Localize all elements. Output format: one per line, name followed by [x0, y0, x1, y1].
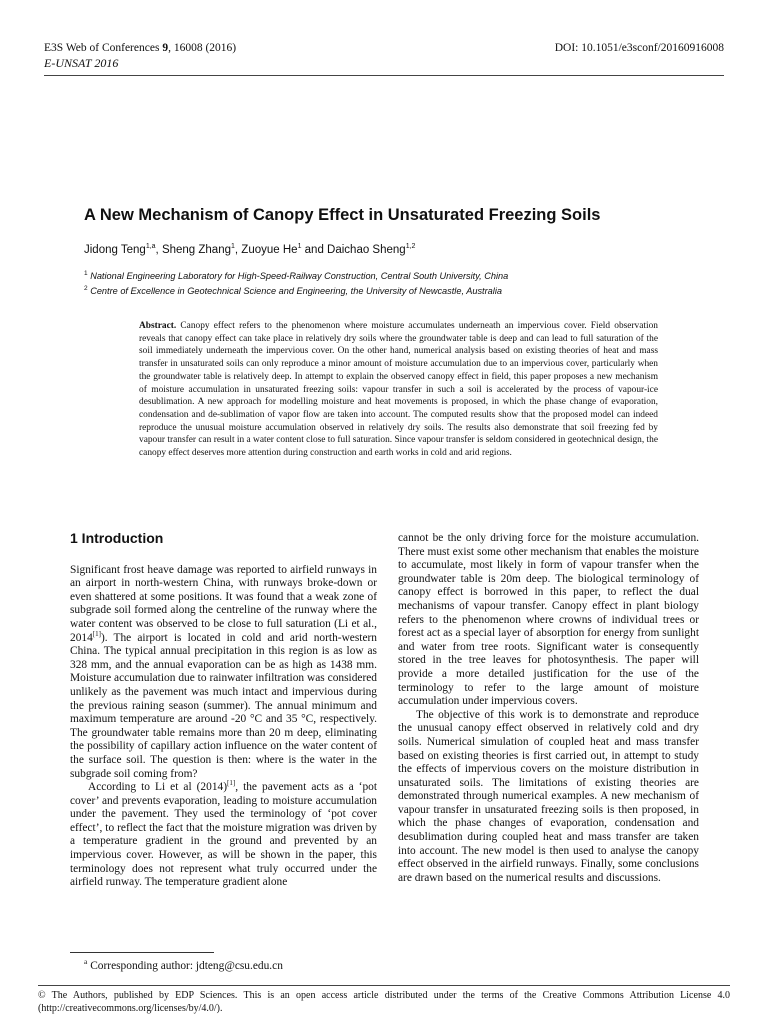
license-notice: © The Authors, published by EDP Sciences. This is an open access article distributed under the terms of the Creative Commons Attribution License 4.0 (http://creativecommons.org/licenses/by/4.0/).	[38, 990, 730, 1014]
running-header	[44, 42, 724, 76]
author: Jidong Teng$^{1,a}$	[84, 243, 156, 256]
paragraph: cannot be the only driving force for the moisture accumulation. There must exist some other mechanism that enables the moisture to accumulate, most likely in form of vapour transfer when the groundwater table is 20m deep. The biological terminology of canopy effect is borrowed in this paper, to reflect the dual mechanisms of vapour transfer. Canopy effect in plant biology refers to the phenomenon where crowns of individual trees or forest act as a special layer of absorption for energy from sunlight and water from tree roots. Significant water is consequently stored in the tree leaves for photosynthesis. The paper will provide a more detailed justification for the use of the terminology to refer to the large amount of moisture accumulation under impervious covers.	[398, 532, 699, 708]
paper-title: A New Mechanism of Canopy Effect in Unsaturated Freezing Soils	[84, 206, 601, 224]
paragraph: Significant frost heave damage was reported to airfield runways in an airport in north-western China, with runways broke-down or even shattered at some positions. It was found that a weak zone of subgrade soil formed along the centreline of the runway where the water content was observed to be close to full saturation (Li et al., 2014[1]). The airport is located in cold and arid north-western China. The typical annual precipitation in this region is as low as 328 mm, and the annual evaporation can be as high as 1438 mm. Moisture accumulation due to rainwater infiltration was considered unlikely as the pavement was much intact and impervious during the previous raining season (summer). The annual minimum and maximum temperature are around -20 °C and 35 °C, respectively. The groundwater table remains more than 20 m deep, eliminating the possibility of capillary action influence on the water content of the surface soil. The question is then: where is the water in the subgrade soil coming from?	[70, 563, 377, 780]
left-column	[70, 532, 377, 890]
footnote: $^a$ Corresponding author: jdteng@csu.edu.cn	[84, 957, 283, 972]
author: Sheng Zhang$^1$	[161, 243, 235, 256]
affiliations	[84, 268, 508, 297]
author-list: Jidong Teng$^{1,a}$, Sheng Zhang$^1$, Zuoyue He$^1$ and Daichao Sheng$^{1,2}$	[84, 243, 416, 256]
header-rule	[44, 75, 724, 76]
doi[interactable]: DOI: 10.1051/e3sconf/20160916008	[554, 42, 724, 54]
right-column	[398, 532, 699, 885]
paragraph: The objective of this work is to demonstrate and reproduce the unusual canopy effect observed in relatively cold and dry soils. Numerical simulation of coupled heat and mass transfer based on existing theories is first carried out, in attempt to study the effects of impervious covers on the moisture distribution in unsaturated soils. The limitations of existing theories are demonstrated through numerical examples. A new mechanism of vapour transfer in unsaturated freezing soils is then proposed, in which the phase changes of evaporation, condensation and desublimation during coupled heat and mass transfer are taken into account. The new model is then used to analyse the canopy effect observed in the airfield runways. Finally, some conclusions are drawn based on the numerical results and discussions.	[398, 708, 699, 884]
affiliation: $^1$ National Engineering Laboratory for High-Speed-Railway Construction, Central South University, China	[84, 270, 509, 281]
citation-ref[interactable]: [1]	[227, 779, 236, 788]
license-rule	[38, 985, 730, 986]
author: Zuoyue He$^1$	[241, 243, 302, 256]
abstract-text: Canopy effect refers to the phenomenon where moisture accumulates underneath an impervious cover. Field observation reveals that canopy effect can take place in relatively dry soils where the groundwater table is deep and can lead to full saturation of the soil immediately underneath the impervious cover. On the other hand, numerical analysis based on existing theories of heat and mass transfer in unsaturated soils can only reproduce a minor amount of moisture accumulation due to an impervious cover, particularly when the groundwater table is relatively deep. In attempt to explain the observed canopy effect in field, this paper proposes a new mechanism of moisture accumulation in unsaturated freezing soils: vapour transfer in such a soil is accelerated by the process of vapour-ice desublimation. A new approach for modelling moisture and heat movements is proposed, in which the phase change of evaporation, condensation and de-sublimation of vapor flow are taken into account. The computed results show that the proposed model can indeed reproduce the unusual moisture accumulation observed in relatively dry soils. The results also demonstrate that soil freezing fed by vapour transfer can result in a water content close to full saturation. Since vapour transfer is seldom considered in geotechnical design, the canopy effect deserves more attention during construction and earth works in cold and arid regions.	[139, 321, 658, 459]
paragraph: According to Li et al (2014)[1], the pavement acts as a ‘pot cover’ and prevents evaporation, leading to moisture accumulation under the pavement. They used the terminology of ‘pot cover effect’, to reflect the fact that the moisture migration was driven by a temperature gradient in the ground and prevented by an impervious cover. However, as will be shown in the paper, this terminology does not represent what truly occurred under the airfield runway. The temperature gradient alone	[70, 779, 377, 889]
citation-ref[interactable]: [1]	[92, 629, 101, 638]
conference-venue: E-UNSAT 2016	[44, 56, 119, 70]
author: Daichao Sheng$^{1,2}$	[327, 243, 416, 256]
affiliation: $^2$ Centre of Excellence in Geotechnical Science and Engineering, the University of Newcastle, Australia	[84, 284, 502, 296]
journal-citation: E3S Web of Conferences 9, 16008 (2016)	[44, 42, 237, 54]
abstract-label: Abstract.	[139, 321, 177, 331]
abstract	[139, 320, 658, 460]
footnote-rule	[70, 952, 214, 953]
section-heading: 1 Introduction	[70, 530, 164, 546]
